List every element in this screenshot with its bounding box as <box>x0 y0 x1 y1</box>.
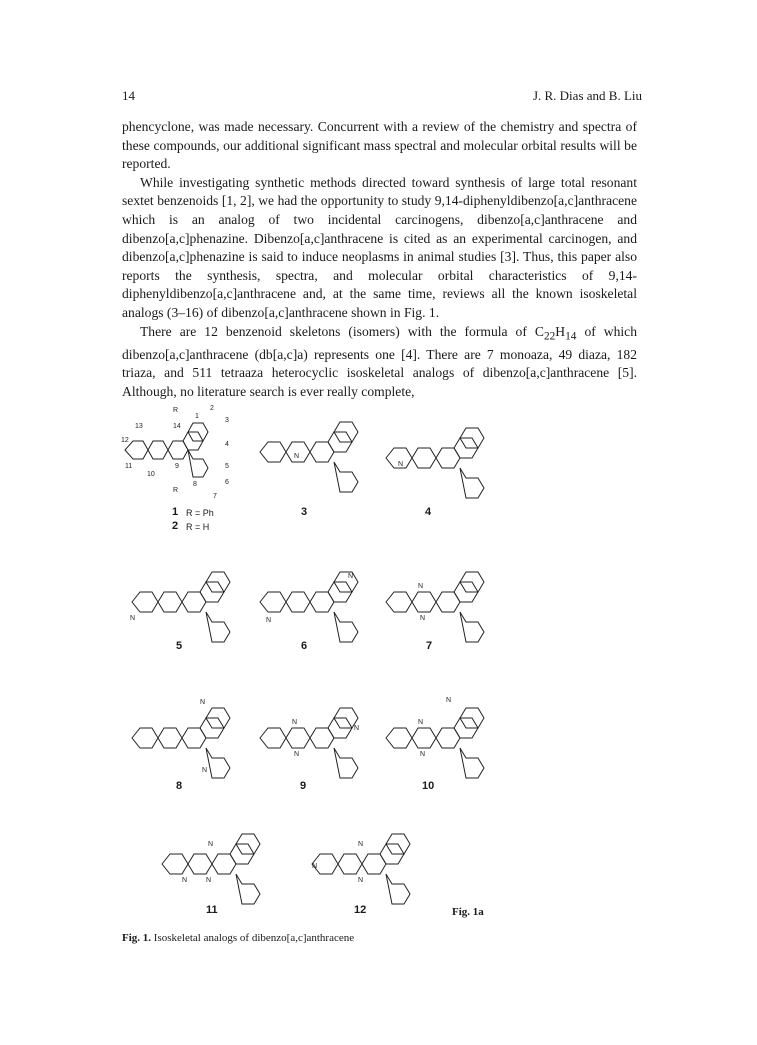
nitrogen-label: N <box>200 699 206 706</box>
molecule-9 <box>258 690 368 780</box>
figure-caption <box>122 932 354 944</box>
ring <box>310 592 334 612</box>
caption-text: Isoskeletal analogs of dibenzo[a,c]anthracene <box>151 932 355 944</box>
ring <box>436 592 460 612</box>
ring <box>436 448 460 468</box>
ring <box>236 874 260 904</box>
ring <box>188 450 208 477</box>
ring <box>386 592 412 612</box>
position-label-2: 2 <box>210 405 214 412</box>
ring <box>182 592 206 612</box>
position-label-8: 8 <box>193 481 197 488</box>
compound-label-2: 2 <box>172 520 179 532</box>
position-label-12: 12 <box>121 437 129 444</box>
ring <box>436 728 460 748</box>
page-number: 14 <box>122 88 135 103</box>
nitrogen-label: N <box>292 719 298 726</box>
compound-label-3: 3 <box>301 506 308 518</box>
ring <box>260 442 286 462</box>
ring <box>334 748 358 778</box>
ring <box>460 612 484 642</box>
ring <box>260 592 286 612</box>
nitrogen-label: N <box>266 617 272 624</box>
compound-1-substituent: R = Ph <box>186 508 214 518</box>
nitrogen-label: N <box>348 573 354 580</box>
paragraph-3-part-b: H <box>555 323 566 339</box>
position-label-6: 6 <box>225 479 229 486</box>
ring <box>158 728 182 748</box>
ring <box>206 748 230 778</box>
ring <box>310 728 334 748</box>
ring <box>460 748 484 778</box>
nitrogen-label: N <box>206 877 212 884</box>
position-label-3: 3 <box>225 417 229 424</box>
ring <box>334 612 358 642</box>
nitrogen-label: N <box>446 697 452 704</box>
body-text <box>122 118 637 402</box>
molecule-8 <box>130 690 240 780</box>
nitrogen-label: N <box>358 877 364 884</box>
ring <box>362 854 386 874</box>
running-header-authors: J. R. Dias and B. Liu <box>532 88 642 103</box>
compound-label-12: 12 <box>354 904 367 916</box>
ring <box>386 874 410 904</box>
molecule-6 <box>258 548 368 638</box>
ring <box>412 448 436 468</box>
ring <box>212 854 236 874</box>
molecule-5 <box>130 548 240 638</box>
nitrogen-label: N <box>208 841 214 848</box>
position-label-9: 9 <box>175 463 179 470</box>
ring <box>158 592 182 612</box>
compound-label-11: 11 <box>206 904 218 916</box>
figure-part-label: Fig. 1a <box>452 906 484 918</box>
compound-label-5: 5 <box>176 640 183 652</box>
position-label-14: 14 <box>173 423 181 430</box>
ring <box>286 728 310 748</box>
molecule-10 <box>384 690 494 780</box>
nitrogen-label: N <box>202 767 208 774</box>
paragraph-1: phencyclone, was made necessary. Concurrent with a review of the chemistry and spectra of these compounds, our additional significant mass spectral and molecular orbital results will be reported. <box>122 119 637 172</box>
position-label-11: 11 <box>125 463 133 470</box>
compound-label-9: 9 <box>300 780 307 792</box>
formula-subscript-22: 22 <box>543 330 556 343</box>
compound-label-10: 10 <box>422 780 435 792</box>
nitrogen-label: N <box>418 583 424 590</box>
ring <box>132 728 158 748</box>
position-label-5: 5 <box>225 463 229 470</box>
molecule-4 <box>378 410 488 500</box>
ring <box>412 728 436 748</box>
paragraph-3-part-a: There are 12 benzenoid skeletons (isomers) with the formula of C <box>140 323 544 339</box>
ring <box>132 592 158 612</box>
nitrogen-label: N <box>420 615 426 622</box>
compound-label-1: 1 <box>172 506 179 518</box>
molecule-1 <box>121 400 235 500</box>
nitrogen-label: N <box>358 841 364 848</box>
ring <box>338 854 362 874</box>
nitrogen-label: N <box>294 751 300 758</box>
ring <box>386 728 412 748</box>
compound-2-substituent: R = H <box>186 522 210 532</box>
nitrogen-label: N <box>182 877 188 884</box>
ring <box>182 728 206 748</box>
nitrogen-label: N <box>354 725 360 732</box>
compound-label-8: 8 <box>176 780 183 792</box>
ring <box>162 854 188 874</box>
substituent-r-top: R <box>173 407 179 414</box>
molecule-11 <box>160 810 280 905</box>
nitrogen-label: N <box>130 615 136 622</box>
ring <box>286 592 310 612</box>
ring <box>460 468 484 498</box>
ring <box>334 462 358 492</box>
paragraph-2: While investigating synthetic methods directed toward synthesis of large total resonant sextet benzenoids [1, 2], we had the opportunity to study 9,14-diphenyldibenzo[a,c]anthracene which is an analog of two incidental carcinogens, dibenzo[a,c]anthracene and dibenzo[a,c]phenazine. Dibenzo[a,c]anthracene is cited as an experimental carcinogen, and dibenzo[a,c]phenazine is said to induce neoplasms in animal studies [3]. Thus, this paper also reports the synthesis, spectra, and molecular orbital characteristics of 9,14-diphenyldibenzo[a,c]anthracene and, at the same time, reviews all the known isoskeletal analogs (3–16) of dibenzo[a,c]anthracene shown in Fig. 1. <box>122 174 637 320</box>
ring <box>412 592 436 612</box>
position-label-7: 7 <box>213 493 217 500</box>
compound-label-4: 4 <box>425 506 432 518</box>
position-label-13: 13 <box>135 423 143 430</box>
molecule-7 <box>384 548 494 638</box>
position-label-4: 4 <box>225 441 229 448</box>
position-label-10: 10 <box>147 471 155 478</box>
ring <box>260 728 286 748</box>
formula-subscript-14: 14 <box>565 330 577 343</box>
nitrogen-label: N <box>294 453 300 460</box>
nitrogen-label: N <box>398 461 404 468</box>
compound-label-6: 6 <box>301 640 308 652</box>
paragraph-3-part-c: of which dibenzo[a,c]anthracene (db[a,c]a) represents one [4]. There are 7 monoaza, 49 diaza, 182 triaza, and 511 tetraaza heterocyclic isoskeletal analogs of dibenzo[a,c]anthracene [5]. Although, no literature search is ever really complete, <box>122 323 637 400</box>
substituent-r-bottom: R <box>173 487 179 494</box>
nitrogen-label: N <box>420 751 426 758</box>
nitrogen-label: N <box>312 863 318 870</box>
nitrogen-label: N <box>418 719 424 726</box>
caption-label: Fig. 1. <box>122 932 152 944</box>
molecule-12 <box>310 810 430 905</box>
position-label-1: 1 <box>195 413 199 420</box>
ring <box>206 612 230 642</box>
molecule-3 <box>258 410 358 500</box>
paragraph-3 <box>122 323 637 402</box>
ring <box>148 441 168 459</box>
compound-label-7: 7 <box>426 640 433 652</box>
ring <box>310 442 334 462</box>
ring <box>188 854 212 874</box>
